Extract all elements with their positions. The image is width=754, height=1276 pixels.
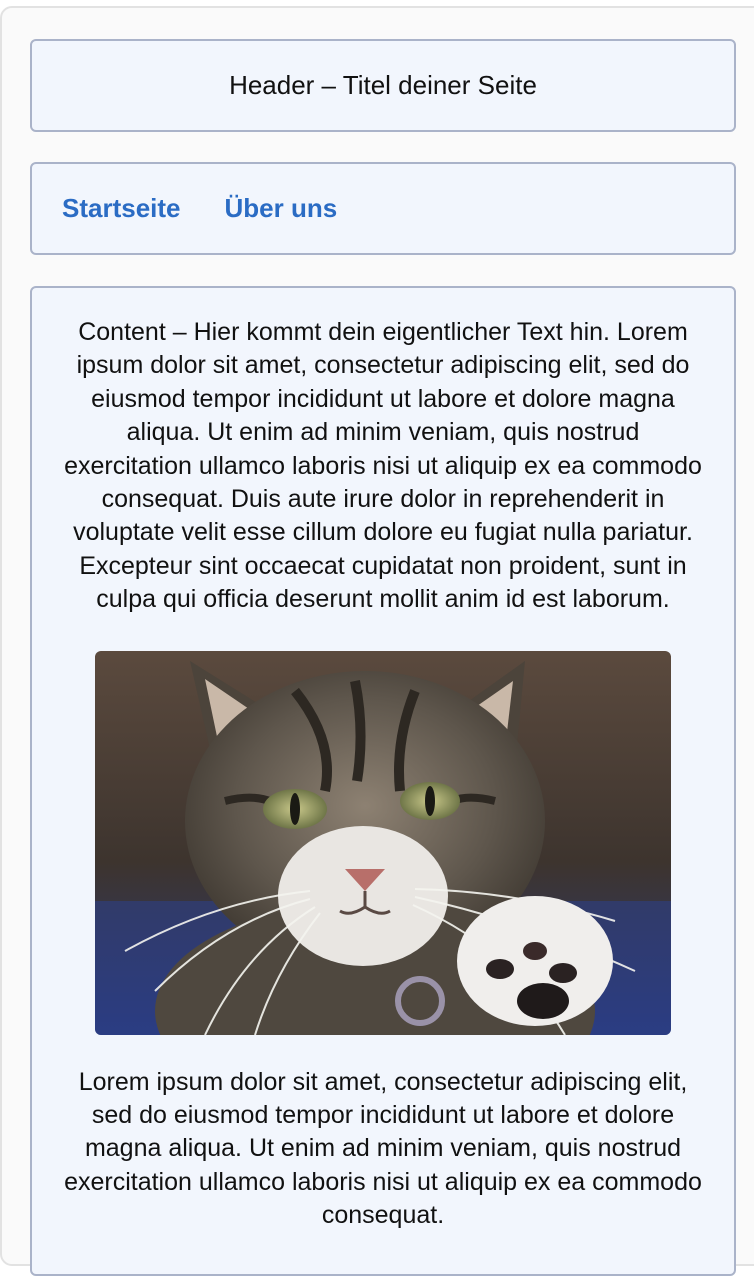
main-navigation <box>30 162 736 255</box>
page-title: Header – Titel deiner Seite <box>229 70 537 100</box>
content-paragraph-2: Lorem ipsum dolor sit amet, consectetur adipiscing elit, sed do eiusmod tempor incididunt ut labore et dolore magna aliqua. Ut enim ad minim veniam, quis nostrud exercitation ullamco laboris nisi ut aliquip ex ea commodo consequat. <box>64 1067 702 1230</box>
content-paragraph-1: Content – Hier kommt dein eigentlicher Text hin. Lorem ipsum dolor sit amet, consectetur adipiscing elit, sed do eiusmod tempor incididunt ut labore et dolore magna aliqua. Ut enim ad minim veniam, quis nostrud exercitation ullamco laboris nisi ut aliquip ex ea commodo consequat. Duis aute irure dolor in reprehenderit in voluptate velit esse cillum dolore eu fugiat nulla pariatur. Excepteur sint occaecat cupidatat non proident, sunt in culpa qui officia deserunt mollit anim id est laborum. <box>64 318 702 614</box>
nav-link-ueber-uns[interactable]: Über uns <box>224 193 338 223</box>
page-header <box>30 39 736 132</box>
cat-photo <box>95 651 671 1035</box>
nav-link-startseite[interactable]: Startseite <box>62 193 181 223</box>
content-area <box>30 286 736 1276</box>
